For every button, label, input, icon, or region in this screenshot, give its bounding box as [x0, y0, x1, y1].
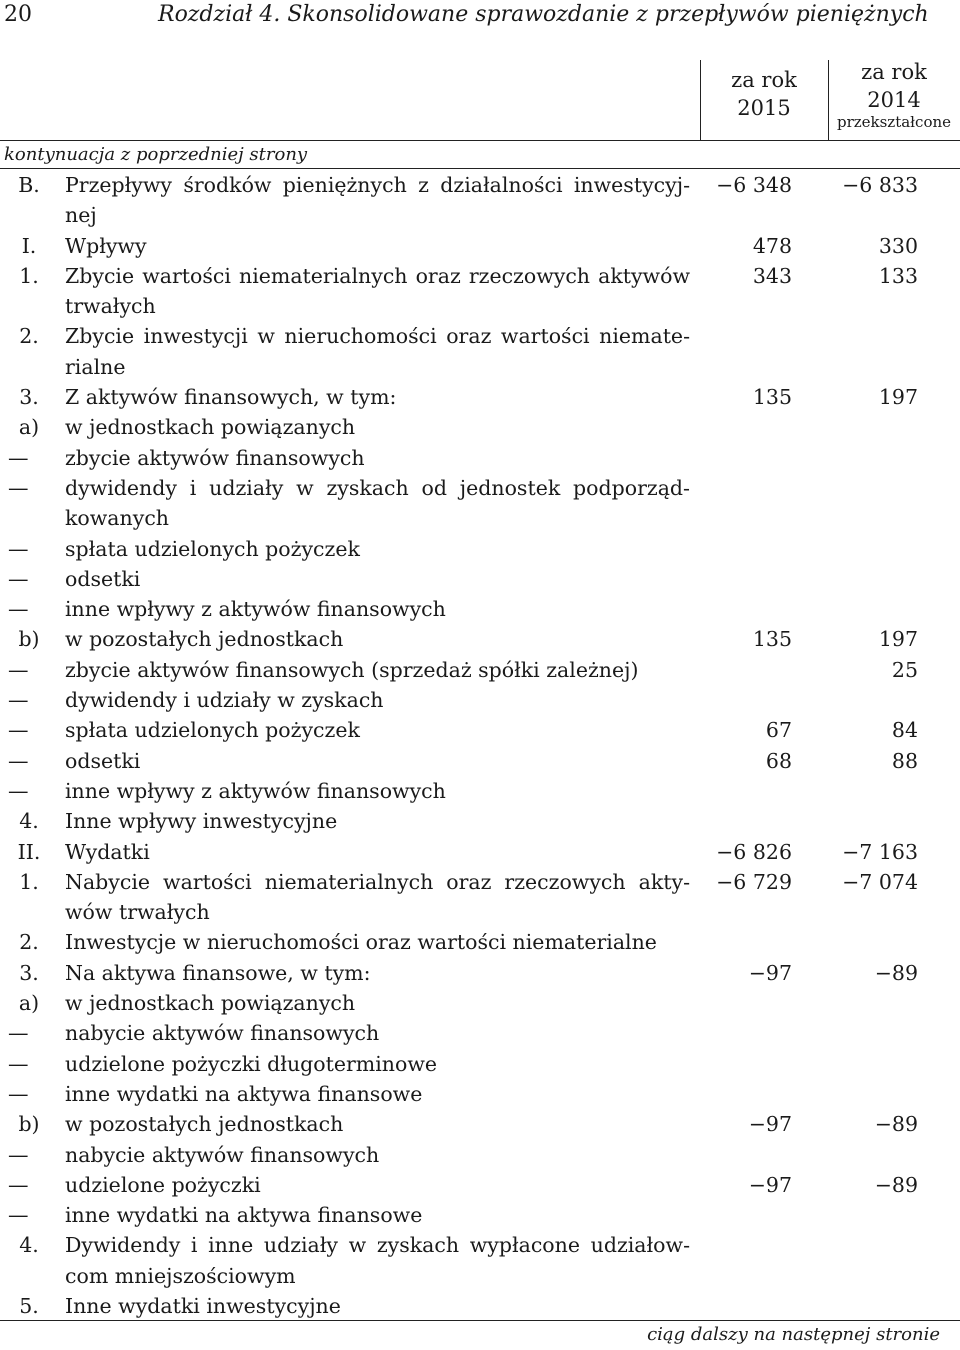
table-row	[0, 715, 960, 745]
table-row	[0, 837, 960, 867]
column-header-2014-note: przekształcone	[836, 113, 952, 131]
table-row	[0, 1140, 960, 1170]
table-row	[0, 412, 960, 442]
table-row	[0, 1200, 960, 1230]
row-marker: —	[8, 748, 29, 773]
value-2014: 330	[878, 233, 918, 258]
row-label: spłata udzielonych pożyczek	[65, 718, 360, 743]
row-label: nabycie aktywów finansowych	[65, 1142, 380, 1167]
column-header-2014	[828, 58, 960, 130]
value-2015: −6 826	[716, 839, 792, 864]
table-row	[0, 624, 960, 654]
value-2014: 25	[891, 657, 918, 682]
row-marker: —	[8, 475, 29, 500]
row-label: inne wydatki na aktywa finansowe	[65, 1203, 423, 1228]
table-row	[0, 806, 960, 836]
row-marker: b)	[18, 1112, 40, 1137]
row-label: w jednostkach powiązanych	[65, 991, 356, 1016]
column-header-2014-line1: za rok	[861, 60, 927, 84]
table-row	[0, 958, 960, 988]
table-row	[0, 1079, 960, 1109]
value-2015: −97	[748, 960, 792, 985]
column-divider-right	[828, 60, 829, 140]
row-marker: —	[8, 566, 29, 591]
value-2014: −7 074	[842, 869, 918, 894]
row-label: spłata udzielonych pożyczek	[65, 536, 360, 561]
row-label: w pozostałych jednostkach	[65, 627, 344, 652]
row-marker: —	[8, 657, 29, 682]
table-row	[0, 655, 960, 685]
value-2014: −89	[874, 1172, 918, 1197]
row-label: Inne wpływy inwestycyjne	[65, 809, 338, 834]
row-marker: —	[8, 597, 29, 622]
row-label: Z aktywów finansowych, w tym:	[65, 385, 397, 410]
row-marker: —	[8, 445, 29, 470]
value-2014: −6 833	[842, 173, 918, 197]
row-marker: 3.	[19, 960, 39, 985]
row-marker: —	[8, 536, 29, 561]
row-marker: —	[8, 1203, 29, 1228]
value-2014: −89	[874, 1112, 918, 1137]
row-marker: 1.	[19, 869, 39, 894]
table-row	[0, 261, 960, 322]
value-2014: −7 163	[842, 839, 918, 864]
row-marker: 2.	[19, 930, 39, 955]
row-label: dywidendy i udziały w zyskach od jednostek podporząd-kowanych	[65, 475, 690, 531]
table-row	[0, 776, 960, 806]
value-2015: 478	[752, 233, 792, 258]
value-2015: −97	[748, 1112, 792, 1137]
table-row	[0, 321, 960, 382]
value-2015: −6 348	[716, 173, 792, 197]
table-row	[0, 382, 960, 412]
value-2014: 84	[891, 718, 918, 743]
page-header	[0, 0, 960, 30]
table-row	[0, 685, 960, 715]
row-marker: —	[8, 1051, 29, 1076]
value-2014: 133	[878, 263, 918, 288]
row-marker: —	[8, 1021, 29, 1046]
row-marker: —	[8, 1172, 29, 1197]
row-label: odsetki	[65, 566, 141, 591]
row-label: dywidendy i udziały w zyskach	[65, 688, 384, 713]
continuation-note: kontynuacja z poprzedniej strony	[4, 144, 308, 165]
table-row	[0, 988, 960, 1018]
table-row	[0, 1109, 960, 1139]
row-marker: —	[8, 718, 29, 743]
row-label: w jednostkach powiązanych	[65, 415, 356, 440]
table-row	[0, 443, 960, 473]
running-head: Rozdział 4. Skonsolidowane sprawozdanie z przepływów pieniężnych	[158, 2, 929, 27]
row-marker: b)	[18, 627, 40, 652]
row-marker: 4.	[19, 1233, 39, 1258]
row-marker: —	[8, 1081, 29, 1106]
header-rule	[0, 140, 960, 141]
row-label: inne wydatki na aktywa finansowe	[65, 1081, 423, 1106]
table-row	[0, 1291, 960, 1321]
row-marker: II.	[17, 839, 41, 864]
row-label: Inne wydatki inwestycyjne	[65, 1293, 341, 1318]
row-label: nabycie aktywów finansowych	[65, 1021, 380, 1046]
value-2014: 197	[878, 627, 918, 652]
column-header-2014-line2: 2014	[867, 88, 921, 112]
row-label: Inwestycje w nieruchomości oraz wartości niematerialne	[65, 930, 657, 955]
value-2015: 135	[752, 627, 792, 652]
row-marker: —	[8, 688, 29, 713]
continuation-footer: ciąg dalszy na następnej stronie	[647, 1324, 940, 1345]
row-marker: —	[8, 1142, 29, 1167]
table-row	[0, 594, 960, 624]
table-row	[0, 170, 960, 231]
row-label: Przepływy środków pieniężnych z działalności inwestycyj-nej	[65, 173, 690, 228]
row-marker: 1.	[19, 263, 39, 288]
bottom-rule	[0, 1320, 960, 1321]
table-row	[0, 927, 960, 957]
row-label: Wpływy	[65, 233, 147, 258]
column-header-2015-line2: 2015	[737, 96, 791, 120]
row-marker: —	[8, 778, 29, 803]
table-row	[0, 867, 960, 928]
value-2015: 67	[765, 718, 792, 743]
value-2014: 88	[891, 748, 918, 773]
table-row	[0, 1018, 960, 1048]
table-row	[0, 1170, 960, 1200]
row-label: Zbycie inwestycji w nieruchomości oraz wartości niemate-rialne	[65, 324, 690, 379]
row-marker: 5.	[19, 1293, 39, 1318]
row-marker: 4.	[19, 809, 39, 834]
row-label: inne wpływy z aktywów finansowych	[65, 778, 446, 803]
row-marker: 3.	[19, 385, 39, 410]
row-label: Zbycie wartości niematerialnych oraz rzeczowych aktywów trwałych	[65, 263, 690, 319]
row-label: Wydatki	[65, 839, 150, 864]
row-marker: 2.	[19, 324, 39, 349]
value-2014: 197	[878, 385, 918, 410]
value-2015: −97	[748, 1172, 792, 1197]
continuation-rule	[0, 168, 960, 169]
table-row	[0, 534, 960, 564]
row-label: zbycie aktywów finansowych	[65, 445, 365, 470]
table-row	[0, 473, 960, 534]
value-2015: 343	[752, 263, 792, 288]
table-row	[0, 1049, 960, 1079]
row-label: Na aktywa finansowe, w tym:	[65, 960, 371, 985]
row-label: odsetki	[65, 748, 141, 773]
row-label: Nabycie wartości niematerialnych oraz rzeczowych akty-wów trwałych	[65, 869, 690, 925]
column-header-2015	[700, 66, 828, 122]
row-label: w pozostałych jednostkach	[65, 1112, 344, 1137]
table-row	[0, 1230, 960, 1291]
page-number: 20	[4, 2, 32, 27]
value-2015: 68	[765, 748, 792, 773]
value-2015: 135	[752, 385, 792, 410]
row-label: udzielone pożyczki długoterminowe	[65, 1051, 438, 1076]
table-row	[0, 564, 960, 594]
column-header-2015-line1: za rok	[731, 68, 797, 92]
row-marker: B.	[18, 173, 40, 197]
row-marker: I.	[21, 233, 37, 258]
table-row	[0, 231, 960, 261]
value-2014: −89	[874, 960, 918, 985]
row-marker: a)	[18, 415, 40, 440]
row-label: zbycie aktywów finansowych (sprzedaż spółki zależnej)	[65, 657, 639, 682]
table-row	[0, 746, 960, 776]
column-divider-left	[700, 60, 701, 140]
row-label: Dywidendy i inne udziały w zyskach wypłacone udziałow-com mniejszościowym	[65, 1233, 690, 1288]
row-label: inne wpływy z aktywów finansowych	[65, 597, 446, 622]
row-label: udzielone pożyczki	[65, 1172, 261, 1197]
cash-flow-table	[0, 170, 960, 1321]
row-marker: a)	[18, 991, 40, 1016]
value-2015: −6 729	[716, 869, 792, 894]
